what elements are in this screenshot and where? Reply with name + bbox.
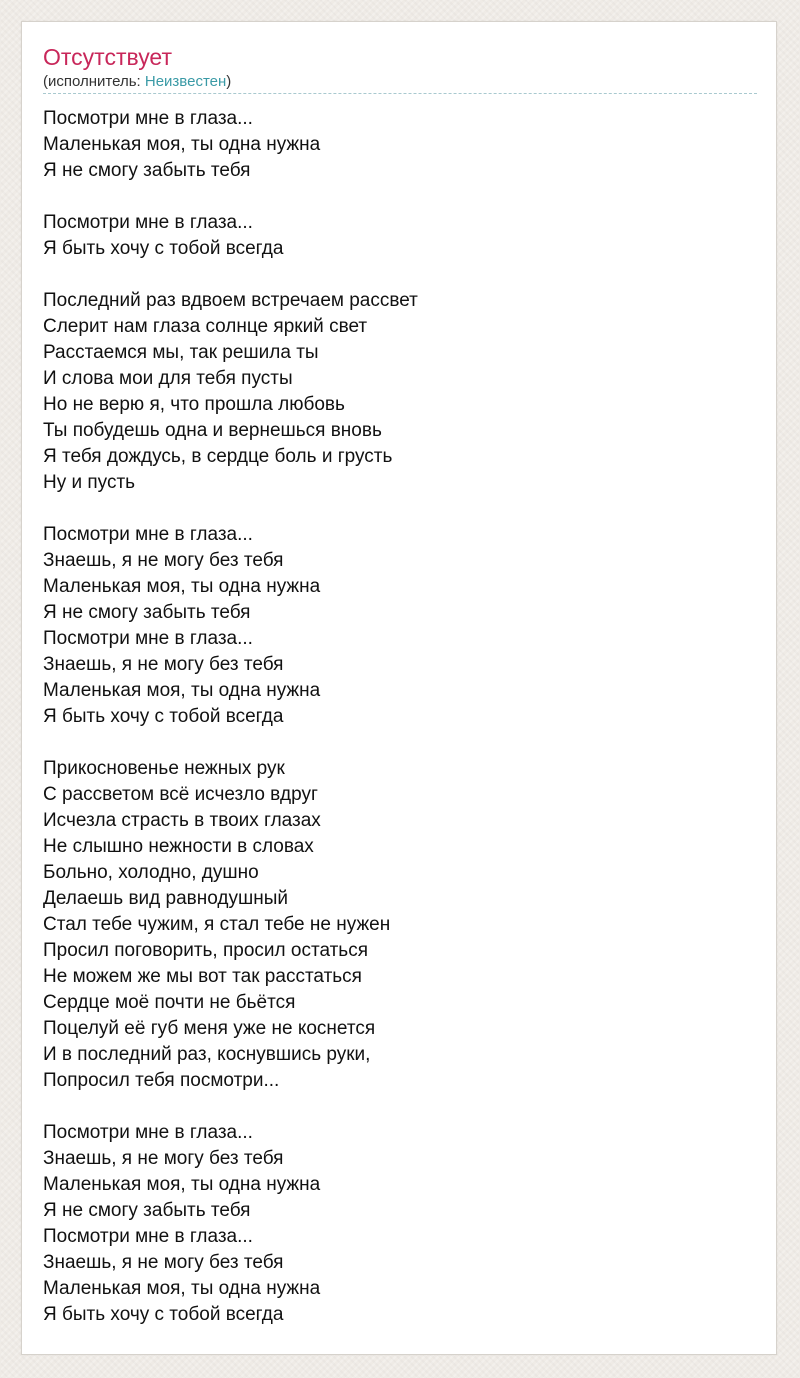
lyric-line: Маленькая моя, ты одна нужна [43,576,321,597]
lyrics-stanza [43,288,743,496]
lyric-line: Посмотри мне в глаза... [43,524,253,545]
lyric-line: Делаешь вид равнодушный [43,888,288,909]
lyric-line: С рассветом всё исчезло вдруг [43,784,318,805]
lyric-line: Попросил тебя посмотри... [43,1070,280,1091]
lyric-line: Посмотри мне в глаза... [43,1122,253,1143]
lyric-line: Я не смогу забыть тебя [43,160,251,181]
lyric-line: Посмотри мне в глаза... [43,212,253,233]
lyric-line: Но не верю я, что прошла любовь [43,394,345,415]
lyric-line: Я быть хочу с тобой всегда [43,238,284,259]
lyrics-text [43,106,743,1354]
title-divider [43,93,757,94]
lyrics-card [21,21,777,1355]
lyric-line: Ты побудешь одна и вернешься вновь [43,420,382,441]
lyric-line: Я тебя дождусь, в сердце боль и грусть [43,446,393,467]
lyric-line: И слова мои для тебя пусты [43,368,293,389]
lyric-line: Я не смогу забыть тебя [43,602,251,623]
lyrics-stanza [43,522,743,730]
lyric-line: Просил поговорить, просил остаться [43,940,368,961]
lyric-line: Посмотри мне в глаза... [43,108,253,129]
lyric-line: Я быть хочу с тобой всегда [43,1304,284,1325]
lyrics-stanza [43,756,743,1094]
lyrics-stanza [43,1120,743,1328]
artist-suffix: ) [226,73,232,90]
lyric-line: Не можем же мы вот так расстаться [43,966,362,987]
lyric-line: И в последний раз, коснувшись руки, [43,1044,371,1065]
lyric-line: Не слышно нежности в словах [43,836,314,857]
lyrics-stanza [43,106,743,184]
lyric-line: Прикосновенье нежных рук [43,758,285,779]
lyric-line: Маленькая моя, ты одна нужна [43,680,321,701]
lyric-line: Знаешь, я не могу без тебя [43,1252,284,1273]
lyric-line: Ну и пусть [43,472,136,493]
lyric-line: Маленькая моя, ты одна нужна [43,1174,321,1195]
lyric-line: Знаешь, я не могу без тебя [43,550,284,571]
lyric-line: Больно, холодно, душно [43,862,259,883]
lyric-line: Маленькая моя, ты одна нужна [43,134,321,155]
lyric-line: Посмотри мне в глаза... [43,628,253,649]
lyric-line: Я не смогу забыть тебя [43,1200,251,1221]
lyric-line: Поцелуй её губ меня уже не коснется [43,1018,376,1039]
lyric-line: Последний раз вдвоем встречаем рассвет [43,290,418,311]
lyrics-stanza [43,210,743,262]
lyric-line: Сердце моё почти не бьётся [43,992,296,1013]
lyric-line: Расстаемся мы, так решила ты [43,342,319,363]
artist-line [43,72,231,92]
lyric-line: Знаешь, я не могу без тебя [43,1148,284,1169]
artist-prefix: (исполнитель: [43,73,145,90]
lyric-line: Слерит нам глаза солнце яркий свет [43,316,368,337]
lyric-line: Стал тебе чужим, я стал тебе не нужен [43,914,391,935]
lyric-line: Знаешь, я не могу без тебя [43,654,284,675]
lyric-line: Маленькая моя, ты одна нужна [43,1278,321,1299]
lyric-line: Исчезла страсть в твоих глазах [43,810,321,831]
lyric-line: Я быть хочу с тобой всегда [43,706,284,727]
song-title: Отсутствует [43,44,172,70]
lyric-line: Посмотри мне в глаза... [43,1226,253,1247]
artist-link[interactable]: Неизвестен [144,73,227,90]
